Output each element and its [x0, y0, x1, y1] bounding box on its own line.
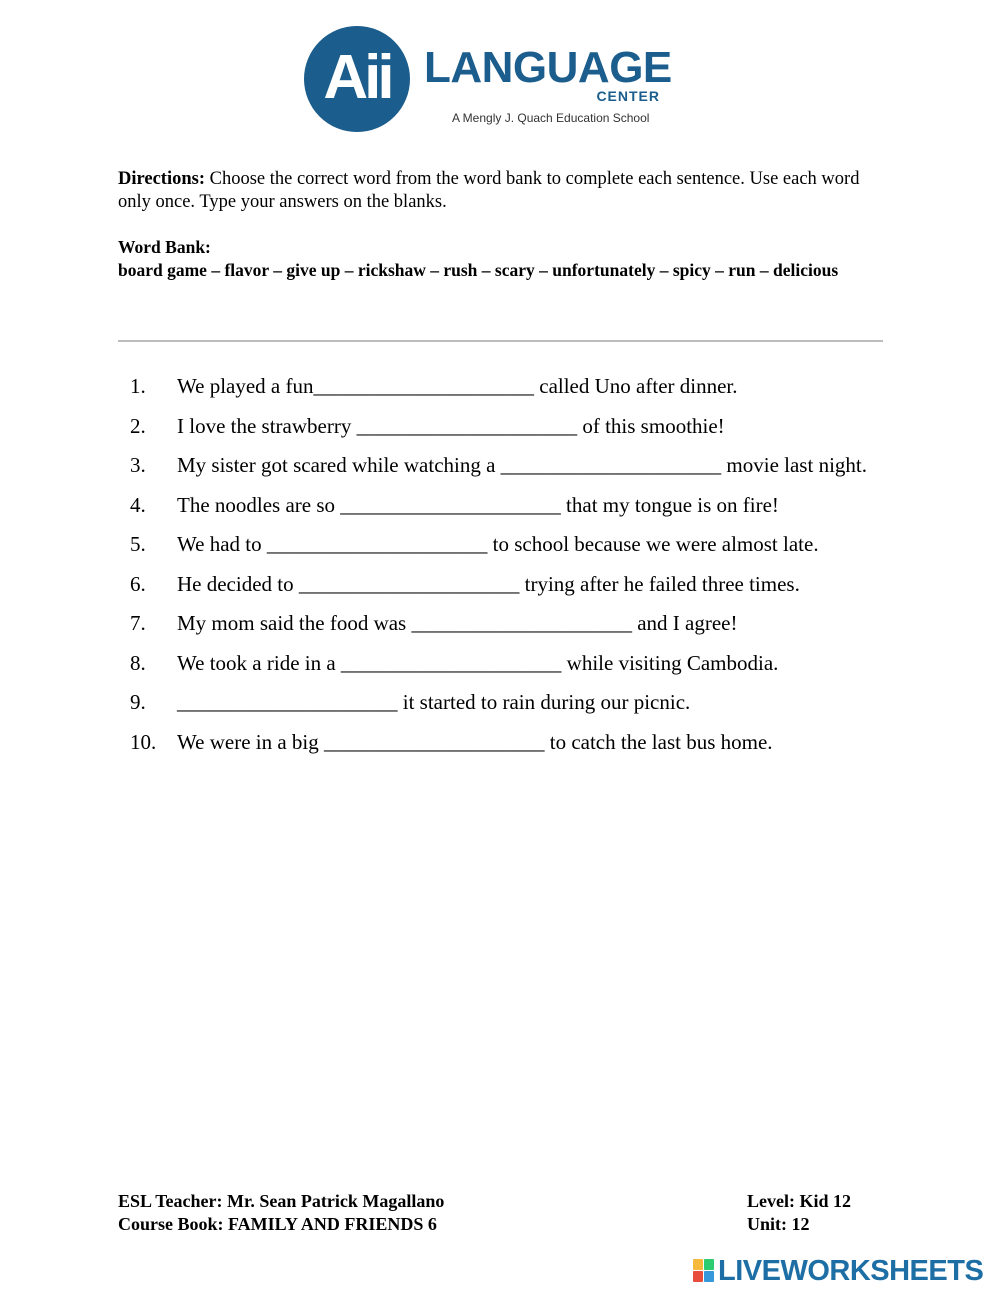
question-text: We had to _____________________ to school because we were almost late. — [177, 532, 819, 556]
question-number: 1. — [130, 374, 146, 398]
question-item — [130, 723, 900, 763]
liveworksheets-watermark — [693, 1256, 983, 1286]
badge-square — [704, 1259, 714, 1270]
logo-wordmark: LANGUAGE — [424, 43, 672, 92]
directions-paragraph — [118, 168, 883, 214]
logo-tagline: A Mengly J. Quach Education School — [452, 111, 650, 125]
badge-square — [704, 1271, 714, 1282]
footer-row-teacher — [118, 1190, 863, 1213]
logo-circle-mark — [304, 26, 410, 132]
course-book: Course Book: FAMILY AND FRIENDS 6 — [118, 1214, 437, 1234]
question-number: 9. — [130, 690, 146, 714]
question-item — [130, 683, 900, 723]
unit-info: Unit: 12 — [747, 1214, 810, 1234]
question-item — [130, 407, 900, 447]
word-bank-label: Word Bank: — [118, 237, 211, 257]
question-item — [130, 604, 900, 644]
question-item — [130, 525, 900, 565]
question-number: 7. — [130, 611, 146, 635]
question-number: 10. — [130, 729, 157, 754]
question-item — [130, 644, 900, 684]
question-text: We played a fun_____________________ called Uno after dinner. — [177, 374, 738, 398]
question-number: 2. — [130, 413, 146, 438]
liveworksheets-badge-icon — [693, 1259, 715, 1283]
question-number: 3. — [130, 453, 146, 477]
footer-info — [118, 1190, 863, 1236]
word-bank — [118, 236, 883, 282]
logo-subword: CENTER — [596, 88, 660, 104]
teacher-name: ESL Teacher: Mr. Sean Patrick Magallano — [118, 1191, 445, 1211]
question-item — [130, 446, 900, 486]
question-text: My mom said the food was _____________________ and I agree! — [177, 611, 738, 635]
badge-square — [693, 1271, 703, 1282]
directions-text: Choose the correct word from the word bank to complete each sentence. Use each word only once. Type your answers on the blanks. — [118, 169, 860, 212]
question-text: We were in a big _____________________ to catch the last bus home. — [177, 729, 773, 754]
logo-mark-text: Aii — [323, 43, 391, 112]
badge-square — [693, 1259, 703, 1270]
question-text: My sister got scared while watching a _____________________ movie last night. — [177, 453, 867, 477]
question-item — [130, 565, 900, 605]
question-text: We took a ride in a _____________________ while visiting Cambodia. — [177, 650, 779, 675]
question-item — [130, 486, 900, 526]
question-text: _____________________ it started to rain during our picnic. — [177, 690, 691, 714]
level-info: Level: Kid 12 — [747, 1191, 851, 1211]
question-number: 4. — [130, 492, 146, 517]
question-item — [130, 367, 900, 407]
school-logo — [304, 26, 672, 136]
question-number: 8. — [130, 650, 146, 675]
question-number: 6. — [130, 571, 146, 596]
question-number: 5. — [130, 532, 146, 556]
footer-row-course — [118, 1213, 863, 1236]
question-text: I love the strawberry _____________________ of this smoothie! — [177, 413, 725, 438]
question-text: He decided to _____________________ trying after he failed three times. — [177, 571, 800, 596]
word-bank-words: board game – flavor – give up – rickshaw – rush – scary – unfortunately – spicy – run – delicious — [118, 260, 839, 280]
directions-label: Directions: — [118, 169, 205, 189]
section-divider — [118, 340, 883, 342]
question-list — [130, 367, 900, 762]
question-text: The noodles are so _____________________ that my tongue is on fire! — [177, 492, 779, 517]
liveworksheets-wordmark: LIVEWORKSHEETS — [718, 1255, 984, 1287]
